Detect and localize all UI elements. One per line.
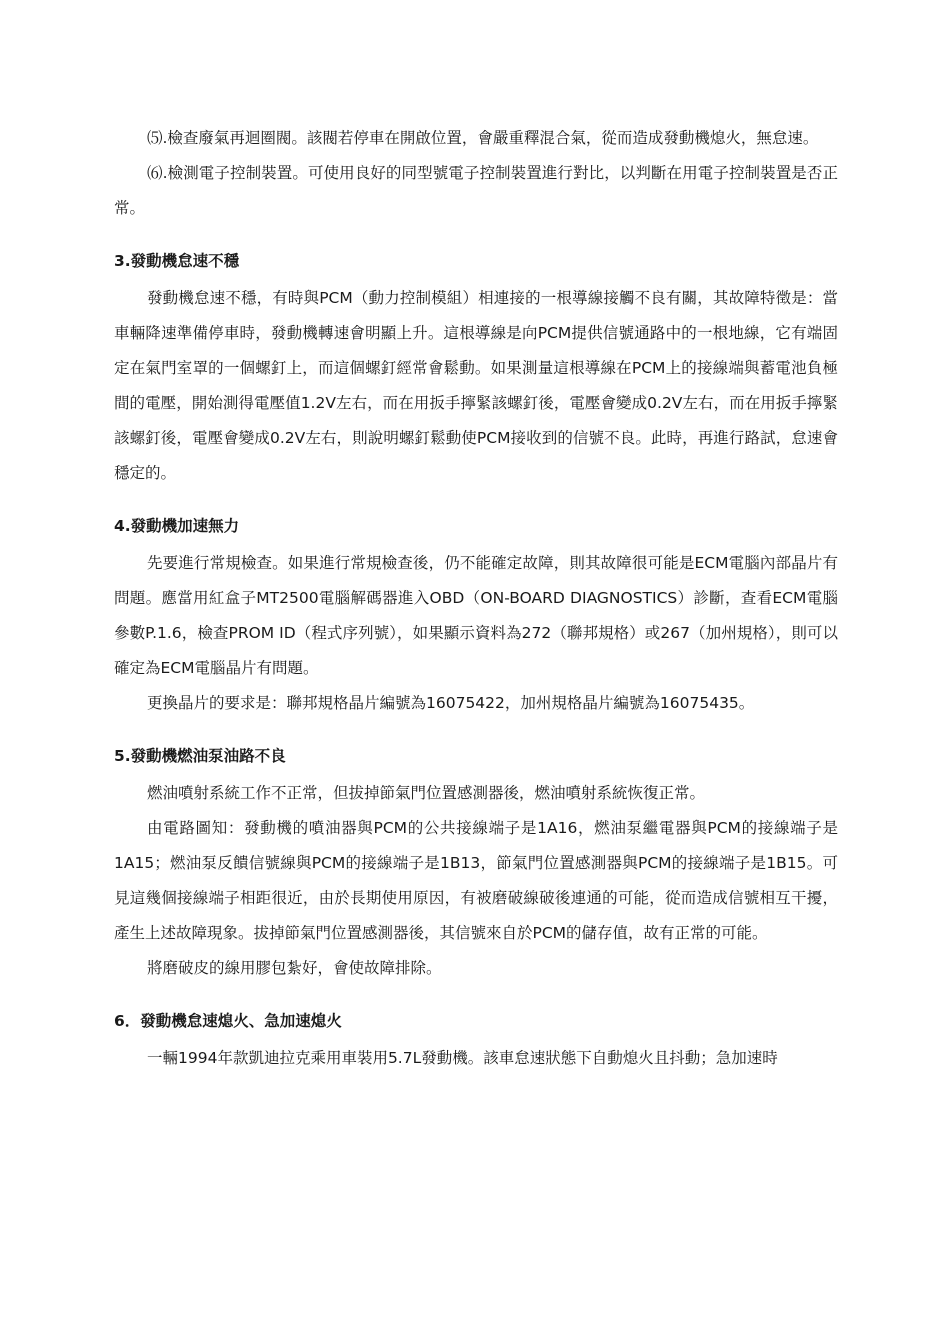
document-body — [114, 121, 838, 1076]
section-heading-5: 5.發動機燃油泵油路不良 — [114, 747, 286, 765]
paragraph-step-5: ⑸.檢查廢氣再迴圈閥。該閥若停車在開啟位置，會嚴重釋混合氣，從而造成發動機熄火，無怠速。 — [147, 129, 819, 147]
section-4-paragraph-2: 更換晶片的要求是：聯邦規格晶片編號為16075422，加州規格晶片編號為16075435。 — [147, 694, 755, 712]
section-4-paragraph-1: 先要進行常規檢查。如果進行常規檢查後，仍不能確定故障，則其故障很可能是ECM電腦內部晶片有問題。應當用紅盒子MT2500電腦解碼器進入OBD（ON-BOARD DIAGNOSTICS）診斷，查看ECM電腦參數P.1.6，檢查PROM ID（程式序列號），如果顯示資料為272（聯邦規格）或267（加州規格），則可以確定為ECM電腦晶片有問題。 — [114, 554, 838, 677]
section-heading-4: 4.發動機加速無力 — [114, 517, 240, 535]
section-3-paragraph: 發動機怠速不穩，有時與PCM（動力控制模組）相連接的一根導線接觸不良有關，其故障特徵是：當車輛降速準備停車時，發動機轉速會明顯上升。這根導線是向PCM提供信號通路中的一根地線，它有端固定在氣門室罩的一個螺釘上，而這個螺釘經常會鬆動。如果測量這根導線在PCM上的接線端與蓄電池負極間的電壓，開始測得電壓值1.2V左右，而在用扳手擰緊該螺釘後，電壓會變成0.2V左右，而在用扳手擰緊該螺釘後，電壓會變成0.2V左右，則說明螺釘鬆動使PCM接收到的信號不良。此時，再進行路試，怠速會穩定的。 — [114, 289, 838, 482]
section-heading-3: 3.發動機怠速不穩 — [114, 252, 240, 270]
section-5-paragraph-1: 燃油噴射系統工作不正常，但拔掉節氣門位置感測器後，燃油噴射系統恢復正常。 — [147, 784, 706, 802]
section-heading-6: 6．發動機怠速熄火、急加速熄火 — [114, 1012, 342, 1030]
section-6-paragraph: 一輛1994年款凱迪拉克乘用車裝用5.7L發動機。該車怠速狀態下自動熄火且抖動；急加速時 — [147, 1049, 778, 1067]
section-5-paragraph-2: 由電路圖知：發動機的噴油器與PCM的公共接線端子是1A16，燃油泵繼電器與PCM的接線端子是1A15；燃油泵反饋信號線與PCM的接線端子是1B13，節氣門位置感測器與PCM的接線端子是1B15。可見這幾個接線端子相距很近，由於長期使用原因，有被磨破線破後連通的可能，從而造成信號相互干擾，產生上述故障現象。拔掉節氣門位置感測器後，其信號來自於PCM的儲存值，故有正常的可能。 — [114, 819, 838, 942]
paragraph-step-6: ⑹.檢測電子控制裝置。可使用良好的同型號電子控制裝置進行對比，以判斷在用電子控制裝置是否正常。 — [114, 164, 838, 217]
section-5-paragraph-3: 將磨破皮的線用膠包紮好，會使故障排除。 — [147, 959, 442, 977]
